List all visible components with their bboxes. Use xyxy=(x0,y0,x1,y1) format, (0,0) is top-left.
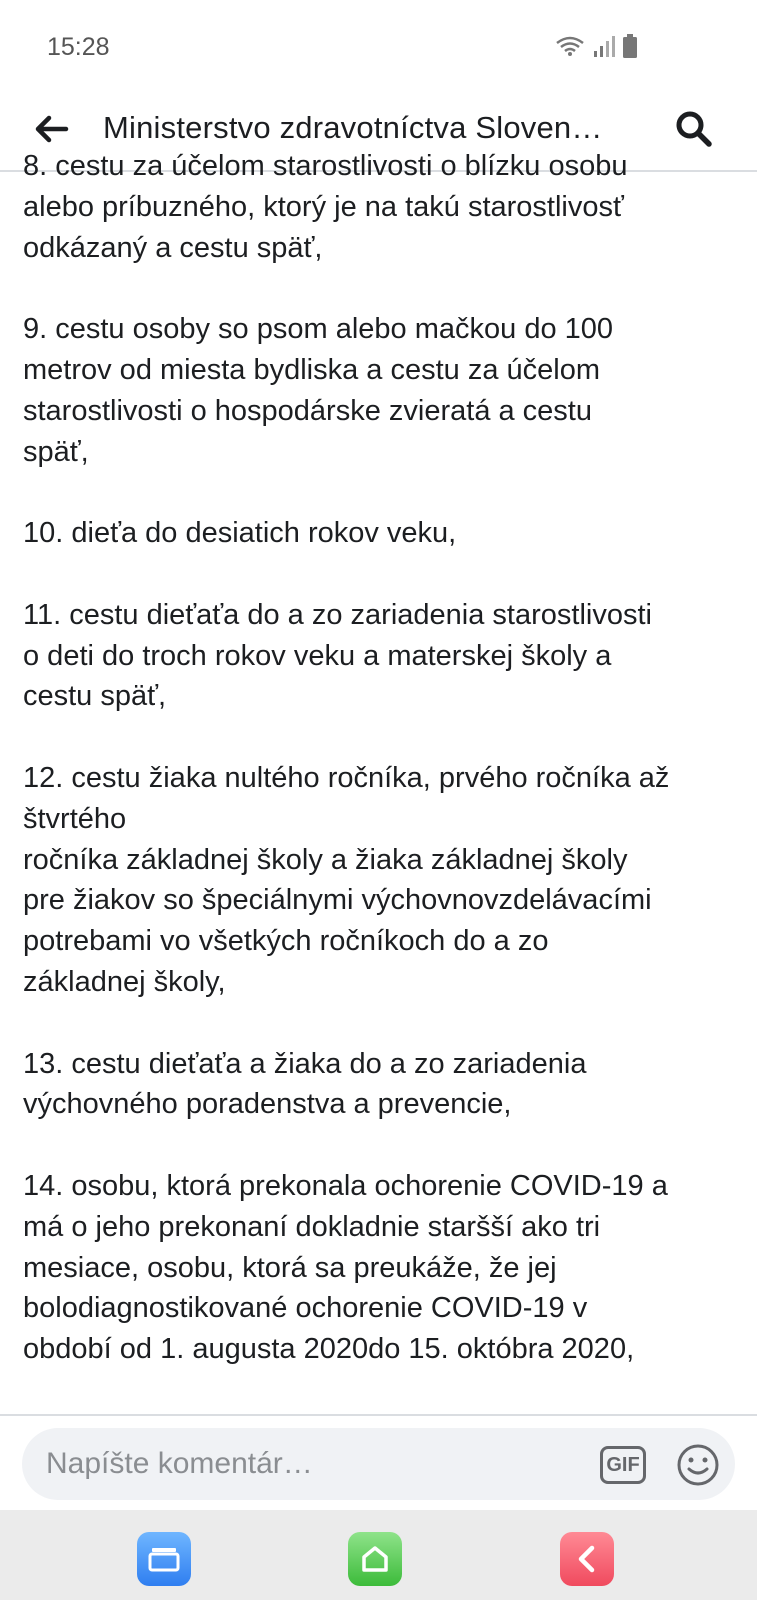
post-text-line: odkázaný a cestu späť, xyxy=(23,231,323,264)
home-button[interactable] xyxy=(348,1532,402,1586)
post-text-line: období od 1. augusta 2020do 15. októbra 2020, xyxy=(23,1333,635,1366)
post-text-line: 13. cestu dieťaťa a žiaka do a zo zariadenia xyxy=(23,1047,587,1080)
post-paragraph xyxy=(23,595,735,717)
wifi-icon xyxy=(555,34,585,58)
comment-bar xyxy=(0,1414,757,1510)
post-text-line: 14. osobu, ktorá prekonala ochorenie COVID-19 a xyxy=(23,1169,668,1202)
status-time: 15:28 xyxy=(47,33,110,61)
post-text-line: metrov od miesta bydliska a cestu za účelom xyxy=(23,353,601,386)
status-bar xyxy=(0,0,757,90)
gif-button[interactable]: GIF xyxy=(600,1446,646,1484)
post-text-line: bolodiagnostikované ochorenie COVID-19 v xyxy=(23,1292,588,1325)
post-text-line: 11. cestu dieťaťa do a zo zariadenia starostlivosti xyxy=(23,598,652,631)
post-text-line: 9. cestu osoby so psom alebo mačkou do 100 xyxy=(23,313,614,346)
post-text-line: cestu späť, xyxy=(23,680,167,713)
post-paragraph xyxy=(23,758,735,1003)
post-paragraph xyxy=(23,1166,735,1370)
post-text-line: alebo príbuzného, ktorý je na takú starostlivosť xyxy=(23,190,624,223)
post-text-line: starostlivosti o hospodárske zvieratá a cestu xyxy=(23,394,592,427)
post-paragraph xyxy=(23,513,735,554)
post-text-line: štvrtého xyxy=(23,802,127,835)
post-text-line: 8. cestu za účelom starostlivosti o blízku osobu xyxy=(23,150,628,182)
search-icon xyxy=(675,110,713,148)
post-text-line: základnej školy, xyxy=(23,965,226,998)
chevron-left-icon xyxy=(574,1544,600,1574)
post-text-line: o deti do troch rokov veku a materskej školy a xyxy=(23,639,612,672)
post-text-line: má o jeho prekonaní dokladnie staršší ako tri xyxy=(23,1210,601,1243)
post-text-line: späť, xyxy=(23,435,89,468)
post-text-line: 10. dieťa do desiatich rokov veku, xyxy=(23,517,457,550)
post-paragraph xyxy=(23,309,735,472)
post-text-line: ročníka základnej školy a žiaka základnej školy xyxy=(23,843,628,876)
post-text-line: mesiace, osobu, ktorá sa preukáže, že jej xyxy=(23,1251,557,1284)
system-nav-bar xyxy=(0,1510,757,1600)
post-paragraph xyxy=(23,1044,735,1126)
post-text-line: 12. cestu žiaka nultého ročníka, prvého ročníka až xyxy=(23,761,670,794)
arrow-left-icon xyxy=(34,115,68,143)
signal-icon xyxy=(593,34,615,58)
recents-icon xyxy=(149,1546,179,1572)
page-title: Ministerstvo zdravotníctva Sloven… xyxy=(103,110,603,145)
recents-button[interactable] xyxy=(137,1532,191,1586)
battery-icon xyxy=(623,34,637,58)
home-icon xyxy=(360,1545,390,1573)
post-text-line: pre žiakov so špeciálnymi výchovnovzdelávacími xyxy=(23,884,652,917)
smiley-icon[interactable] xyxy=(676,1443,720,1487)
post-text-line: výchovného poradenstva a prevencie, xyxy=(23,1088,512,1121)
status-icons xyxy=(555,34,637,58)
post-text-line: potrebami vo všetkých ročníkoch do a zo xyxy=(23,925,549,958)
post-content[interactable] xyxy=(0,150,757,1414)
post-paragraph xyxy=(23,146,735,268)
nav-back-button[interactable] xyxy=(560,1532,614,1586)
post-body xyxy=(23,146,735,1411)
